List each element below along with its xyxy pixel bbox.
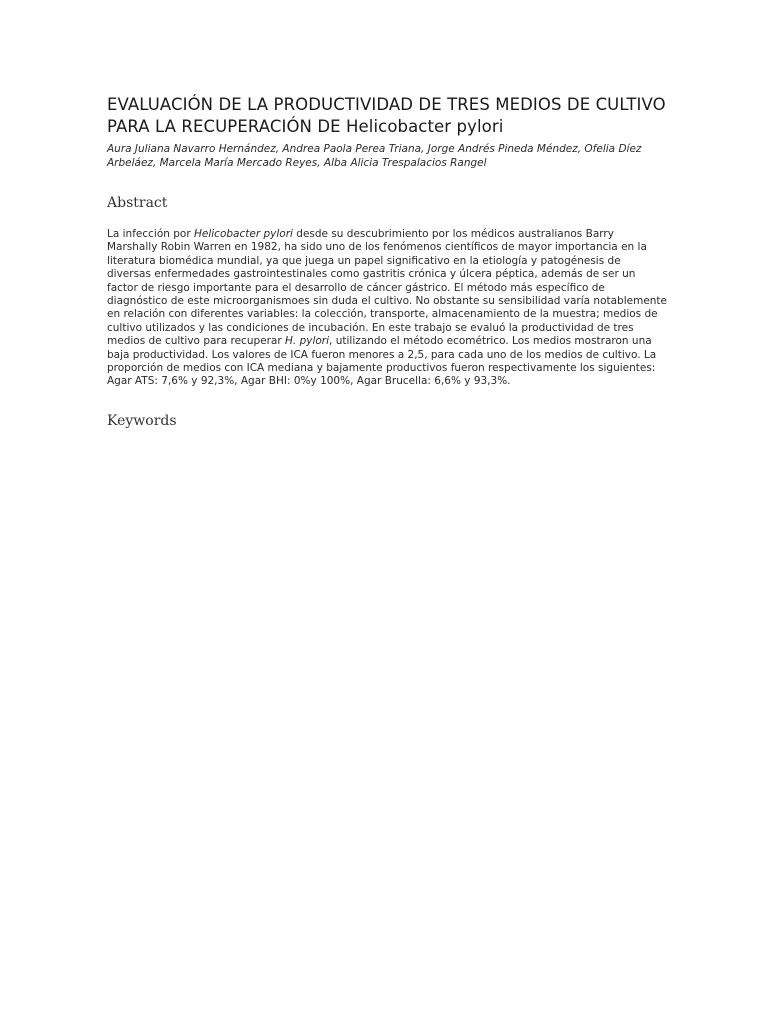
article-title-main: EVALUACIÓN DE LA PRODUCTIVIDAD DE TRES MEDIOS DE CULTIVO PARA LA RECUPERACIÓN DE xyxy=(107,95,666,136)
article-authors: Aura Juliana Navarro Hernández, Andrea Paola Perea Triana, Jorge Andrés Pineda Méndez, Ofelia Díez Arbeláez, Marcela María Mercado Reyes, Alba Alicia Trespalacios Rangel xyxy=(107,143,642,169)
abstract-species-abbrev-italic: H. pylori xyxy=(285,335,330,348)
abstract-segment-5: , utilizando el método ecométrico. Los medios mostraron una baja productividad. Los valores de ICA fueron menores a 2,5, para cada uno de los medios de cultivo. La proporción de medios con ICA mediana y bajamente productivos fueron respectivamente los siguientes: Agar ATS: 7,6% y 92,3%, Agar BHI: 0%y 100%, Agar Brucella: 6,6% y 93,3%. xyxy=(107,335,657,388)
abstract-species-italic: Helicobacter pylori xyxy=(193,228,293,240)
article-title-species: Helicobacter pylori xyxy=(346,117,504,136)
article-title xyxy=(107,94,688,138)
abstract-segment-1: La infección por xyxy=(107,228,194,240)
keywords-heading: Keywords xyxy=(107,412,177,429)
abstract-heading: Abstract xyxy=(107,195,168,211)
abstract-segment-3: desde su descubrimiento por los médicos australianos Barry Marshally Robin Warren en 1982, ha sido uno de los fenómenos científicos de mayor importancia en la literatura biomédica mundial, ya que juega un papel significativo en la etiología y patogénesis de diversas enfermedades gastrointestinales como gastritis crónica y úlcera péptica, además de ser un factor de riesgo importante para el desarrollo de cáncer gástrico. El método más específico de diagnóstico de este microorganismoes sin duda el cultivo. No obstante su sensibilidad varía notablemente en relación con diferentes variables: la colección, transporte, almacenamiento de la muestra; medios de cultivo utilizados y las condiciones de incubación. En este trabajo se evaluó la productividad de tres medios de cultivo para recuperar xyxy=(107,228,668,348)
abstract-body xyxy=(107,228,667,389)
